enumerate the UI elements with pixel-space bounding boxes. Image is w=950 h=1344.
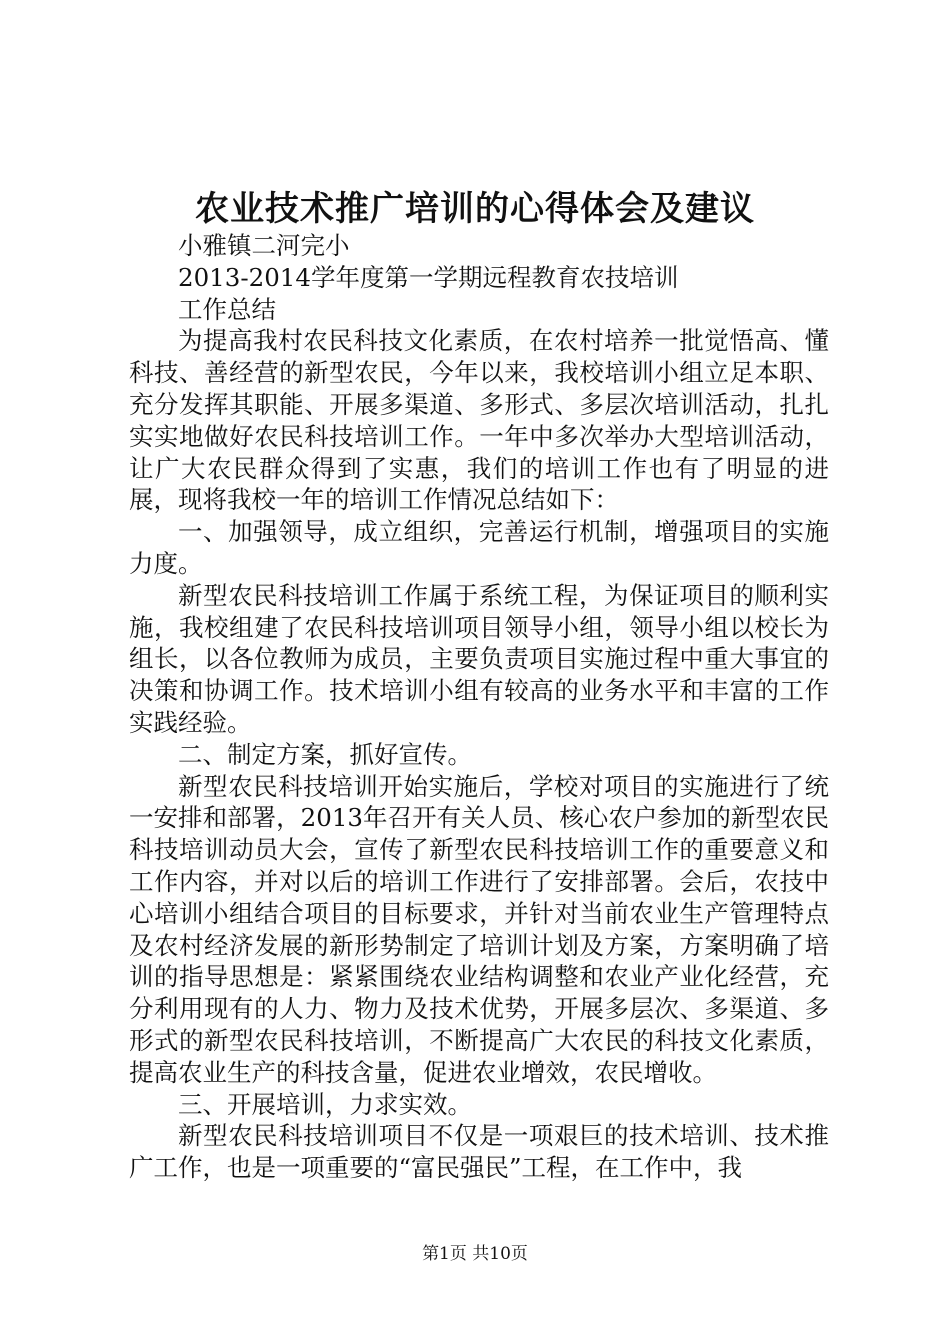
document-body bbox=[129, 230, 829, 1184]
paragraph: 新型农民科技培训开始实施后，学校对项目的实施进行了统一安排和部署，2013年召开有关人员、核心农户参加的新型农民科技培训动员大会，宣传了新型农民科技培训工作的重要意义和工作内容，并对以后的培训工作进行了安排部署。会后，农技中心培训小组结合项目的目标要求，并针对当前农业生产管理特点及农村经济发展的新形势制定了培训计划及方案，方案明确了培训的指导思想是：紧紧围绕农业结构调整和农业产业化经营，充分利用现有的人力、物力及技术优势，开展多层次、多渠道、多形式的新型农民科技培训，不断提高广大农民的科技文化素质，提高农业生产的科技含量，促进农业增效，农民增收。 bbox=[129, 771, 829, 1087]
section-heading: 二、制定方案，抓好宣传。 bbox=[178, 739, 472, 769]
document-title: 农业技术推广培训的心得体会及建议 bbox=[195, 189, 755, 229]
subtitle-line: 2013-2014学年度第一学期远程教育农技培训 bbox=[178, 262, 679, 292]
paragraph: 为提高我村农民科技文化素质，在农村培养一批觉悟高、懂科技、善经营的新型农民，今年以来，我校培训小组立足本职、充分发挥其职能、开展多渠道、多形式、多层次培训活动，扎扎实实地做好农民科技培训工作。一年中多次举办大型培训活动，让广大农民群众得到了实惠，我们的培训工作也有了明显的进展，现将我校一年的培训工作情况总结如下： bbox=[129, 326, 829, 515]
subtitle-line-2: 工作总结 bbox=[178, 294, 276, 324]
section-heading: 三、开展培训，力求实效。 bbox=[178, 1089, 472, 1119]
paragraph: 新型农民科技培训项目不仅是一项艰巨的技术培训、技术推广工作，也是一项重要的“富民强民”工程，在工作中，我 bbox=[129, 1121, 829, 1183]
section-heading: 一、加强领导，成立组织，完善运行机制，增强项目的实施力度。 bbox=[129, 517, 829, 578]
page-number: 第1页 共10页 bbox=[422, 1244, 528, 1264]
paragraph: 新型农民科技培训工作属于系统工程，为保证项目的顺利实施，我校组建了农民科技培训项目领导小组，领导小组以校长为组长，以各位教师为成员，主要负责项目实施过程中重大事宜的决策和协调工作。技术培训小组有较高的业务水平和丰富的工作实践经验。 bbox=[129, 580, 829, 737]
school-name: 小雅镇二河完小 bbox=[178, 231, 350, 260]
